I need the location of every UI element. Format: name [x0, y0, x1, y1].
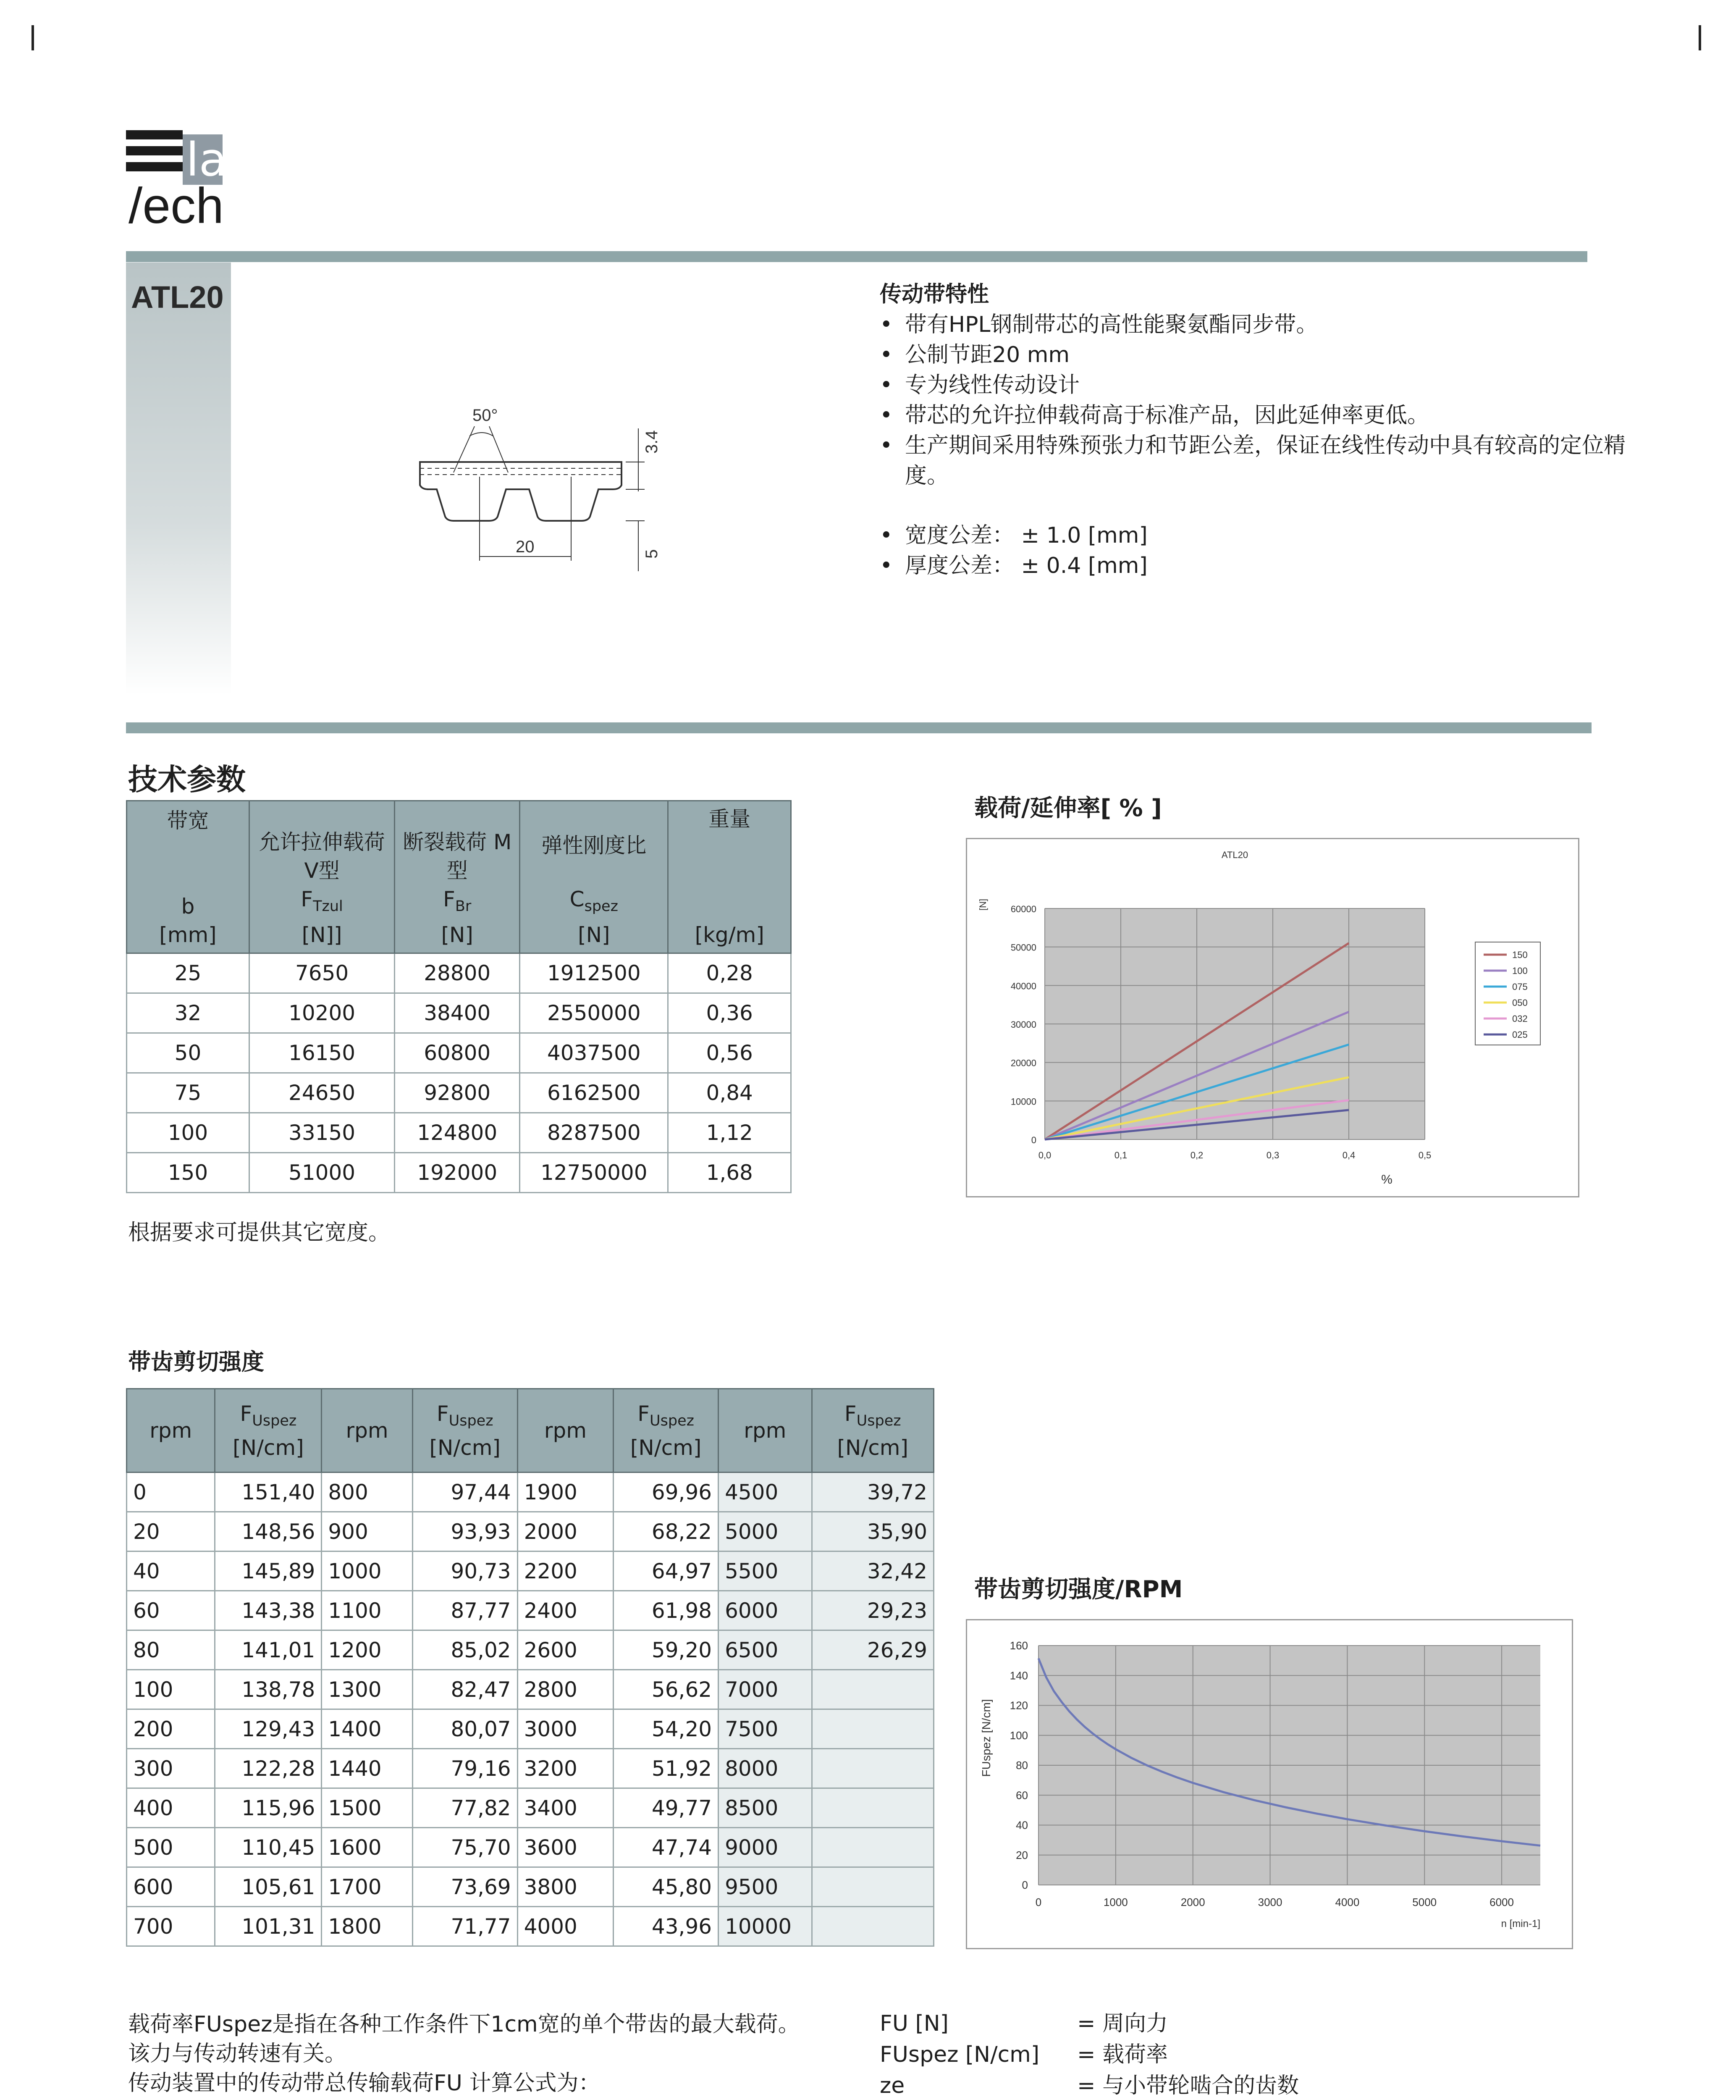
fuspez-cell: [812, 1709, 934, 1749]
rpm-cell: 400: [127, 1788, 215, 1828]
fuspez-cell: 26,29: [812, 1630, 934, 1670]
fuspez-cell: 145,89: [215, 1551, 322, 1591]
rpm-cell: 1000: [322, 1551, 412, 1591]
section-rule: [126, 722, 1592, 733]
fuspez-cell: 141,01: [215, 1630, 322, 1670]
y-tick-label: 80: [1016, 1759, 1028, 1772]
fuspez-cell: 75,70: [412, 1828, 517, 1867]
fuspez-cell: 151,40: [215, 1473, 322, 1512]
fuspez-cell: 54,20: [614, 1709, 719, 1749]
col-allowable-tension: 允许拉伸载荷 V型 $F_{Tzul}$ [N]]: [249, 801, 394, 953]
rpm-cell: 200: [127, 1709, 215, 1749]
rpm-cell: 9000: [719, 1828, 812, 1867]
chart-title: ATL20: [1221, 850, 1248, 860]
feature-item: • 生产期间采用特殊预张力和节距公差，保证在线性传动中具有较高的定位精度。: [880, 430, 1636, 491]
profile-thickness-label: 3.4: [642, 430, 661, 454]
rpm-cell: 2200: [517, 1551, 614, 1591]
col-stiffness: 弹性刚度比 $C_{spez}$ [N]: [520, 801, 668, 953]
rpm-cell: 700: [127, 1907, 215, 1946]
fuspez-cell: 80,07: [412, 1709, 517, 1749]
rpm-cell: 3400: [517, 1788, 614, 1828]
col-rpm: rpm: [322, 1389, 412, 1473]
rpm-cell: 80: [127, 1630, 215, 1670]
table-row: 25 7650 28800 1912500 0,28: [127, 953, 791, 993]
y-tick-label: 0: [1022, 1879, 1028, 1891]
header-rule: [126, 251, 1587, 262]
rpm-cell: 600: [127, 1867, 215, 1907]
y-tick-label: 60000: [1010, 904, 1036, 914]
widths-note: 根据要求可提供其它宽度。: [128, 1220, 391, 1245]
y-tick-label: 120: [1010, 1699, 1028, 1712]
logo-text-top: la: [186, 133, 227, 186]
fuspez-cell: 71,77: [412, 1907, 517, 1946]
table-row: [127, 1591, 934, 1630]
x-tick-label: 0,1: [1114, 1150, 1128, 1160]
tech-params-table: [126, 800, 792, 1193]
rpm-cell: 1600: [322, 1828, 412, 1867]
fuspez-cell: [812, 1788, 934, 1828]
fuspez-cell: [812, 1867, 934, 1907]
tolerance-item: • 宽度公差： ± 1.0 [mm]: [880, 520, 1636, 551]
fuspez-cell: [812, 1828, 934, 1867]
rpm-cell: 8000: [719, 1749, 812, 1788]
profile-tooth-height-label: 5: [642, 549, 661, 559]
fuspez-cell: 93,93: [412, 1512, 517, 1551]
rpm-chart-heading: 带齿剪切强度/RPM: [974, 1576, 1183, 1603]
rpm-cell: 1300: [322, 1670, 412, 1709]
rpm-cell: 7500: [719, 1709, 812, 1749]
fuspez-cell: 138,78: [215, 1670, 322, 1709]
fuspez-cell: 101,31: [215, 1907, 322, 1946]
explanation-line: 载荷率FUspez是指在各种工作条件下1cm宽的单个带齿的最大载荷。: [128, 2012, 800, 2037]
legend-label: 032: [1512, 1013, 1528, 1024]
rpm-cell: 4500: [719, 1473, 812, 1512]
fuspez-cell: 85,02: [412, 1630, 517, 1670]
fuspez-cell: 43,96: [614, 1907, 719, 1946]
table-row: [127, 1630, 934, 1670]
table-row: 32 10200 38400 2550000 0,36: [127, 993, 791, 1033]
table-row: [127, 1670, 934, 1709]
symbol-legend: FU [N] = 周向力 FUspez [N/cm] = 载荷率 ze = 与小带轮啮合的齿数: [880, 2011, 1299, 2098]
crop-mark-tl: [31, 25, 34, 50]
fuspez-cell: [812, 1907, 934, 1946]
rpm-cell: 3800: [517, 1867, 614, 1907]
y-tick-label: 30000: [1010, 1019, 1036, 1030]
y-tick-label: 140: [1010, 1669, 1028, 1682]
fuspez-cell: 51,92: [614, 1749, 719, 1788]
rpm-cell: 1500: [322, 1788, 412, 1828]
y-tick-label: 100: [1010, 1729, 1028, 1742]
y-axis-label: FUspez [N/cm]: [980, 1699, 993, 1777]
rpm-cell: 9500: [719, 1867, 812, 1907]
col-weight: 重量 [kg/m]: [668, 801, 791, 953]
fuspez-cell: 45,80: [614, 1867, 719, 1907]
x-tick-label: 0,0: [1038, 1150, 1052, 1160]
table-row: 50 16150 60800 4037500 0,56: [127, 1033, 791, 1073]
y-tick-label: 50000: [1010, 942, 1036, 953]
product-sidebar: [126, 262, 231, 695]
fuspez-cell: 68,22: [614, 1512, 719, 1551]
table-row: [127, 1709, 934, 1749]
fuspez-cell: 69,96: [614, 1473, 719, 1512]
x-tick-label: 0,5: [1418, 1150, 1432, 1160]
shear-rpm-chart: [967, 1620, 1572, 1948]
fuspez-cell: 110,45: [215, 1828, 322, 1867]
rpm-cell: 5000: [719, 1512, 812, 1551]
legend-label: 050: [1512, 998, 1528, 1008]
belt-profile-drawing: [403, 395, 731, 580]
fuspez-cell: 143,38: [215, 1591, 322, 1630]
rpm-cell: 3600: [517, 1828, 614, 1867]
col-rpm: rpm: [517, 1389, 614, 1473]
col-belt-width: 带宽 b [mm]: [127, 801, 249, 953]
fuspez-cell: 29,23: [812, 1591, 934, 1630]
fuspez-cell: 77,82: [412, 1788, 517, 1828]
tech-params-title: 技术参数: [128, 762, 246, 797]
col-fuspez: $F_{Uspez}$ [N/cm]: [812, 1389, 934, 1473]
profile-pitch-label: 20: [516, 538, 535, 556]
tolerance-list: [880, 520, 1636, 581]
table-row: [127, 1788, 934, 1828]
rpm-cell: 800: [322, 1473, 412, 1512]
rpm-cell: 3000: [517, 1709, 614, 1749]
crop-mark-tr: [1699, 25, 1701, 50]
col-rpm: rpm: [127, 1389, 215, 1473]
fuspez-cell: 97,44: [412, 1473, 517, 1512]
feature-item: • 带有HPL钢制带芯的高性能聚氨酯同步带。: [880, 310, 1636, 340]
x-tick-label: 0,3: [1266, 1150, 1280, 1160]
fuspez-cell: 115,96: [215, 1788, 322, 1828]
fuspez-cell: 39,72: [812, 1473, 934, 1512]
belt-features: [880, 279, 1636, 581]
fuspez-cell: 32,42: [812, 1551, 934, 1591]
rpm-cell: 2400: [517, 1591, 614, 1630]
rpm-cell: 300: [127, 1749, 215, 1788]
legend-label: 025: [1512, 1029, 1528, 1040]
company-logo: [126, 130, 227, 234]
explanation-line: 该力与传动转速有关。: [128, 2041, 347, 2066]
fuspez-cell: 82,47: [412, 1670, 517, 1709]
table-row: [127, 1867, 934, 1907]
rpm-cell: 6500: [719, 1630, 812, 1670]
rpm-cell: 1440: [322, 1749, 412, 1788]
rpm-cell: 100: [127, 1670, 215, 1709]
logo-text-bottom: /ech: [128, 178, 224, 234]
fuspez-cell: 56,62: [614, 1670, 719, 1709]
col-fuspez: $F_{Uspez}$ [N/cm]: [614, 1389, 719, 1473]
rpm-cell: 6000: [719, 1591, 812, 1630]
rpm-cell: 1800: [322, 1907, 412, 1946]
rpm-cell: 3200: [517, 1749, 614, 1788]
rpm-cell: 1100: [322, 1591, 412, 1630]
explanation-line: 传动装置中的传动带总传输载荷FU 计算公式为：: [128, 2071, 601, 2096]
y-tick-label: 40: [1016, 1819, 1028, 1832]
x-tick-label: 5000: [1412, 1896, 1437, 1908]
fuspez-cell: 73,69: [412, 1867, 517, 1907]
fuspez-cell: 47,74: [614, 1828, 719, 1867]
table-row: [127, 1907, 934, 1946]
col-break-load: 断裂载荷 M型 $F_{Br}$ [N]: [395, 801, 520, 953]
profile-angle-label: 50°: [472, 406, 498, 425]
rpm-cell: 20: [127, 1512, 215, 1551]
load-chart-frame: [966, 838, 1579, 1197]
rpm-cell: 2000: [517, 1512, 614, 1551]
y-axis-label: [N]: [978, 898, 988, 911]
col-rpm: rpm: [719, 1389, 812, 1473]
col-fuspez: $F_{Uspez}$ [N/cm]: [412, 1389, 517, 1473]
fuspez-cell: 59,20: [614, 1630, 719, 1670]
fuspez-cell: 122,28: [215, 1749, 322, 1788]
table-row: [127, 1828, 934, 1867]
fuspez-cell: [812, 1670, 934, 1709]
table-row: 75 24650 92800 6162500 0,84: [127, 1073, 791, 1113]
fuspez-cell: 90,73: [412, 1551, 517, 1591]
y-tick-label: 40000: [1010, 981, 1036, 992]
y-tick-label: 20000: [1010, 1058, 1036, 1068]
legend-label: 075: [1512, 982, 1528, 992]
product-code: ATL20: [131, 280, 224, 315]
legend-label: 100: [1512, 966, 1528, 976]
feature-item: • 公制节距20 mm: [880, 340, 1636, 370]
table-row: 100 33150 124800 8287500 1,12: [127, 1113, 791, 1153]
shear-strength-table: [126, 1388, 934, 1947]
tolerance-item: • 厚度公差： ± 0.4 [mm]: [880, 551, 1636, 581]
x-tick-label: 0: [1035, 1896, 1042, 1908]
explanation-block: [128, 2010, 850, 2100]
fuspez-cell: 87,77: [412, 1591, 517, 1630]
rpm-cell: 5500: [719, 1551, 812, 1591]
rpm-cell: 40: [127, 1551, 215, 1591]
y-tick-label: 20: [1016, 1848, 1028, 1861]
features-heading: 传动带特性: [880, 282, 989, 307]
x-tick-label: 0,4: [1342, 1150, 1356, 1160]
fuspez-cell: 64,97: [614, 1551, 719, 1591]
table-row: 150 51000 192000 12750000 1,68: [127, 1153, 791, 1193]
rpm-cell: 10000: [719, 1907, 812, 1946]
legend-label: 150: [1512, 950, 1528, 960]
x-tick-label: 1000: [1103, 1896, 1128, 1908]
feature-item: • 专为线性传动设计: [880, 370, 1636, 400]
rpm-cell: 7000: [719, 1670, 812, 1709]
rpm-cell: 1400: [322, 1709, 412, 1749]
table-row: [127, 1551, 934, 1591]
x-tick-label: 0,2: [1190, 1150, 1204, 1160]
load-elongation-chart: [967, 839, 1578, 1196]
rpm-cell: 1700: [322, 1867, 412, 1907]
shear-title: 带齿剪切强度: [128, 1349, 264, 1375]
rpm-cell: 2600: [517, 1630, 614, 1670]
x-tick-label: 2000: [1180, 1896, 1205, 1908]
feature-item: • 带芯的允许拉伸载荷高于标准产品，因此延伸率更低。: [880, 400, 1636, 430]
fuspez-cell: 105,61: [215, 1867, 322, 1907]
rpm-cell: 500: [127, 1828, 215, 1867]
rpm-cell: 1200: [322, 1630, 412, 1670]
rpm-cell: 8500: [719, 1788, 812, 1828]
rpm-chart-frame: [966, 1619, 1573, 1949]
x-tick-label: 4000: [1335, 1896, 1360, 1908]
y-tick-label: 60: [1016, 1789, 1028, 1802]
load-chart-heading: 载荷/延伸率[ % ]: [974, 795, 1162, 822]
rpm-cell: 60: [127, 1591, 215, 1630]
y-tick-label: 0: [1031, 1135, 1036, 1145]
x-tick-label: 3000: [1258, 1896, 1282, 1908]
legend-box: [1475, 942, 1540, 1045]
rpm-cell: 1900: [517, 1473, 614, 1512]
table-row: [127, 1512, 934, 1551]
rpm-cell: 900: [322, 1512, 412, 1551]
x-tick-label: 6000: [1489, 1896, 1514, 1908]
fuspez-cell: 61,98: [614, 1591, 719, 1630]
rpm-cell: 2800: [517, 1670, 614, 1709]
fuspez-cell: [812, 1749, 934, 1788]
rpm-cell: 0: [127, 1473, 215, 1512]
table-row: [127, 1473, 934, 1512]
fuspez-cell: 148,56: [215, 1512, 322, 1551]
fuspez-cell: 129,43: [215, 1709, 322, 1749]
y-tick-label: 160: [1010, 1639, 1028, 1652]
rpm-cell: 4000: [517, 1907, 614, 1946]
y-tick-label: 10000: [1010, 1096, 1036, 1107]
x-axis-label: %: [1381, 1173, 1392, 1186]
features-list: [880, 310, 1636, 491]
col-fuspez: $F_{Uspez}$ [N/cm]: [215, 1389, 322, 1473]
x-axis-label: n [min-1]: [1501, 1918, 1540, 1929]
fuspez-cell: 35,90: [812, 1512, 934, 1551]
fuspez-cell: 49,77: [614, 1788, 719, 1828]
fuspez-cell: 79,16: [412, 1749, 517, 1788]
table-row: [127, 1749, 934, 1788]
